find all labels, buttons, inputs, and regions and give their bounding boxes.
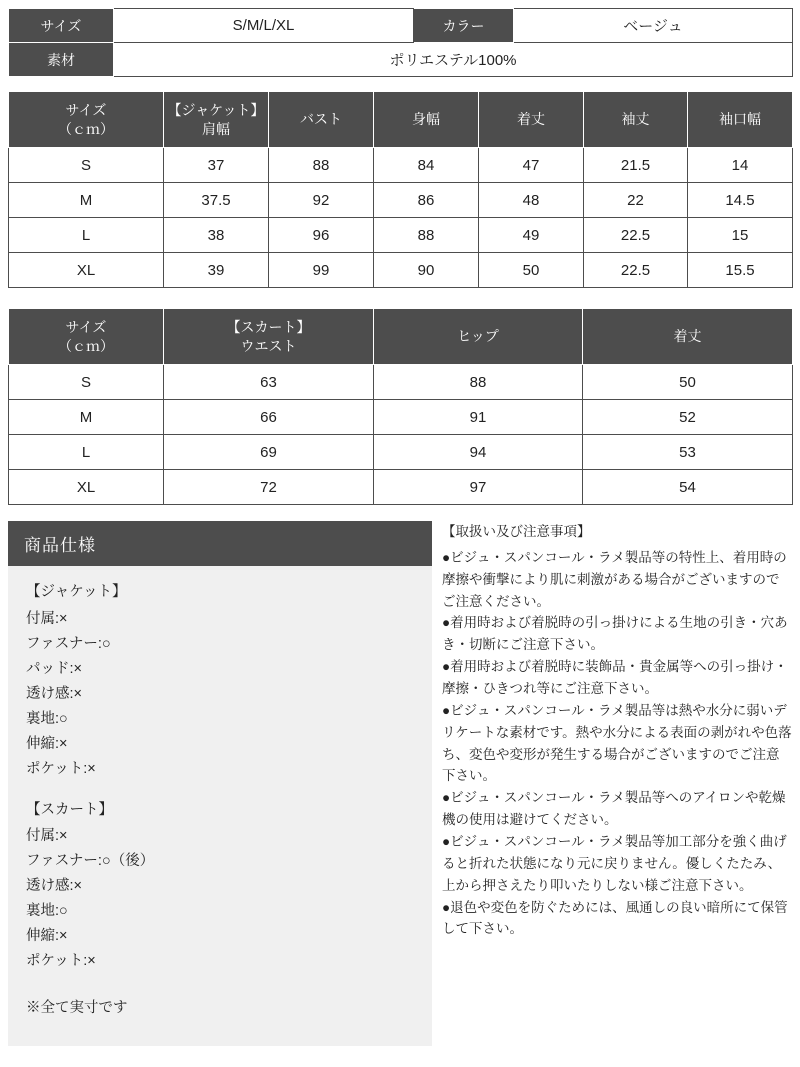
jacket-row-m-bust: 92	[269, 183, 374, 218]
jacket-bust-header: バスト	[269, 92, 374, 148]
spec-skirt-item-2: 透け感:×	[26, 878, 82, 895]
material-label-cell: 素材	[9, 43, 114, 77]
table-row	[9, 218, 793, 253]
skirt-row-xl-size: XL	[9, 470, 164, 505]
skirt-row-s-waist: 63	[164, 365, 374, 400]
jacket-row-xl-width: 90	[374, 253, 479, 288]
skirt-row-l-length: 53	[583, 435, 793, 470]
jacket-row-xl-cuff: 15.5	[688, 253, 793, 288]
skirt-row-s-hip: 88	[374, 365, 583, 400]
color-label-cell: カラー	[414, 9, 514, 43]
skirt-row-m-size: M	[9, 400, 164, 435]
jacket-row-l-sleeve: 22.5	[584, 218, 688, 253]
jacket-row-s-cuff: 14	[688, 148, 793, 183]
jacket-shoulder-header-line1: 【ジャケット】	[167, 101, 265, 118]
jacket-row-m-cuff: 14.5	[688, 183, 793, 218]
jacket-row-l-shoulder: 38	[164, 218, 269, 253]
jacket-row-l-width: 88	[374, 218, 479, 253]
skirt-row-l-size: L	[9, 435, 164, 470]
table-row	[9, 435, 793, 470]
skirt-hip-header: ヒップ	[374, 309, 583, 365]
jacket-row-s-length: 47	[479, 148, 584, 183]
color-value-cell: ベージュ	[514, 9, 793, 43]
care-item-5: ●ビジュ・スパンコール・ラメ製品等加工部分を強く曲げると折れた状態になり元に戻りません。優しくたたみ、上から押さえたり叩いたりしない様ご注意下さい。	[442, 834, 787, 893]
skirt-row-xl-length: 54	[583, 470, 793, 505]
jacket-row-l-length: 49	[479, 218, 584, 253]
care-instructions-panel	[442, 521, 792, 940]
jacket-row-l-size: L	[9, 218, 164, 253]
spec-skirt-item-5: ポケット:×	[26, 953, 96, 970]
divider	[8, 77, 792, 91]
table-row	[9, 148, 793, 183]
skirt-row-s-size: S	[9, 365, 164, 400]
skirt-row-l-hip: 94	[374, 435, 583, 470]
table-row	[9, 9, 793, 43]
table-row	[9, 470, 793, 505]
skirt-row-m-hip: 91	[374, 400, 583, 435]
spec-footnote: ※全て実寸です	[26, 1000, 128, 1017]
skirt-size-header	[9, 309, 164, 365]
jacket-size-header	[9, 92, 164, 148]
spec-skirt-title: 【スカート】	[26, 801, 113, 818]
skirt-row-m-waist: 66	[164, 400, 374, 435]
skirt-row-l-waist: 69	[164, 435, 374, 470]
skirt-row-m-length: 52	[583, 400, 793, 435]
jacket-width-header: 身幅	[374, 92, 479, 148]
spec-jacket-item-6: ポケット:×	[26, 760, 96, 777]
jacket-cuff-header: 袖口幅	[688, 92, 793, 148]
basic-info-table	[8, 8, 793, 77]
jacket-row-xl-length: 50	[479, 253, 584, 288]
care-item-3: ●ビジュ・スパンコール・ラメ製品等は熱や水分に弱いデリケートな素材です。熱や水分による表面の剥がれや色落ち、変色や変形が発生する場合がございますのでご注意下さい。	[442, 702, 792, 784]
jacket-row-m-size: M	[9, 183, 164, 218]
jacket-sleeve-header: 袖丈	[584, 92, 688, 148]
material-value-cell: ポリエステル100%	[114, 43, 793, 77]
skirt-waist-header-line1: 【スカート】	[226, 318, 311, 335]
skirt-measurement-table	[8, 308, 793, 505]
jacket-row-m-length: 48	[479, 183, 584, 218]
jacket-row-xl-sleeve: 22.5	[584, 253, 688, 288]
spec-jacket-item-2: パッド:×	[26, 660, 82, 677]
jacket-length-header: 着丈	[479, 92, 584, 148]
size-value-cell: S/M/L/XL	[114, 9, 414, 43]
jacket-row-s-shoulder: 37	[164, 148, 269, 183]
skirt-length-header: 着丈	[583, 309, 793, 365]
spec-skirt-item-3: 裏地:○	[26, 903, 68, 920]
skirt-row-s-length: 50	[583, 365, 793, 400]
jacket-size-header-line1: サイズ	[65, 101, 107, 118]
table-row	[9, 400, 793, 435]
table-row	[9, 43, 793, 77]
spec-jacket-item-1: ファスナー:○	[26, 635, 111, 652]
table-header-row	[9, 92, 793, 148]
jacket-row-l-cuff: 15	[688, 218, 793, 253]
spec-skirt-item-4: 伸縮:×	[26, 928, 68, 945]
table-row	[9, 365, 793, 400]
jacket-shoulder-header	[164, 92, 269, 148]
skirt-size-header-line1: サイズ	[65, 318, 107, 335]
size-label-cell: サイズ	[9, 9, 114, 43]
spec-skirt-item-0: 付属:×	[26, 828, 68, 845]
spec-jacket-item-0: 付属:×	[26, 610, 68, 627]
skirt-waist-header	[164, 309, 374, 365]
care-item-0: ●ビジュ・スパンコール・ラメ製品等の特性上、着用時の摩擦や衝撃により肌に刺激がある場合がございますのでご注意ください。	[442, 549, 787, 609]
jacket-size-header-line2: （ｃｍ）	[58, 120, 114, 137]
jacket-row-s-size: S	[9, 148, 164, 183]
care-item-2: ●着用時および着脱時に装飾品・貴金属等への引っ掛け・摩擦・ひきつれ等にご注意下さい。	[442, 659, 788, 697]
spec-jacket-title: 【ジャケット】	[26, 584, 127, 600]
jacket-row-xl-size: XL	[9, 253, 164, 288]
product-spec-title: 商品仕様	[8, 521, 432, 566]
skirt-size-header-line2: （ｃｍ）	[58, 337, 114, 354]
skirt-waist-header-line2: ウエスト	[240, 337, 297, 354]
jacket-shoulder-header-line2: 肩幅	[202, 120, 230, 137]
jacket-row-s-bust: 88	[269, 148, 374, 183]
jacket-row-m-width: 86	[374, 183, 479, 218]
bottom-section	[8, 521, 792, 1046]
skirt-row-xl-hip: 97	[374, 470, 583, 505]
care-item-1: ●着用時および着脱時の引っ掛けによる生地の引き・穴あき・切断にご注意下さい。	[442, 615, 788, 653]
spec-jacket-item-5: 伸縮:×	[26, 735, 68, 752]
spec-jacket-item-3: 透け感:×	[26, 685, 82, 702]
jacket-row-xl-bust: 99	[269, 253, 374, 288]
care-item-4: ●ビジュ・スパンコール・ラメ製品等へのアイロンや乾燥機の使用は避けてください。	[442, 790, 786, 828]
table-header-row	[9, 309, 793, 365]
jacket-row-m-shoulder: 37.5	[164, 183, 269, 218]
divider	[8, 288, 792, 308]
spec-gap	[26, 782, 414, 798]
product-spec-panel	[8, 521, 432, 1046]
table-row	[9, 183, 793, 218]
jacket-row-s-width: 84	[374, 148, 479, 183]
spec-skirt-item-1: ファスナー:○（後）	[26, 853, 155, 870]
care-instructions-title: 【取扱い及び注意事項】	[442, 524, 591, 539]
care-item-6: ●退色や変色を防ぐためには、風通しの良い暗所にて保管して下さい。	[442, 899, 788, 937]
product-spec-body	[8, 566, 432, 1021]
jacket-row-m-sleeve: 22	[584, 183, 688, 218]
jacket-row-xl-shoulder: 39	[164, 253, 269, 288]
jacket-row-l-bust: 96	[269, 218, 374, 253]
spec-jacket-item-4: 裏地:○	[26, 710, 68, 727]
jacket-row-s-sleeve: 21.5	[584, 148, 688, 183]
table-row	[9, 253, 793, 288]
skirt-row-xl-waist: 72	[164, 470, 374, 505]
jacket-measurement-table	[8, 91, 793, 288]
